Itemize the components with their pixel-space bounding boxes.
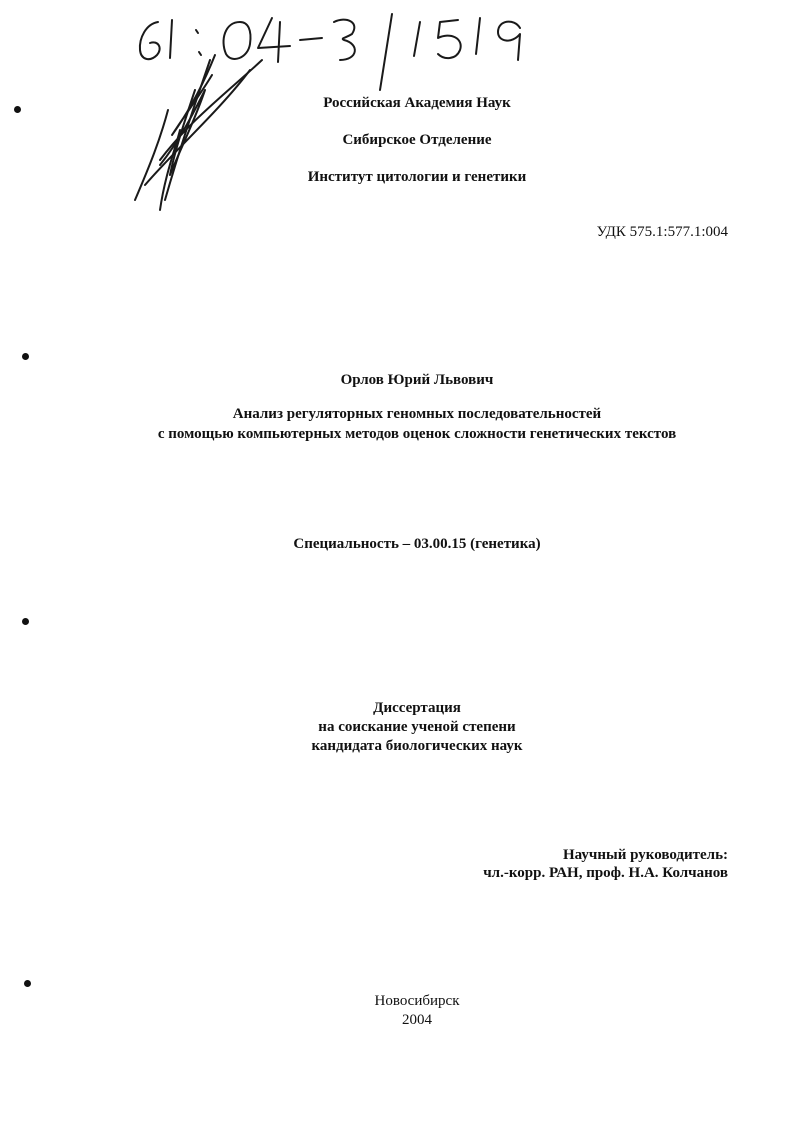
title-line-2: с помощью компьютерных методов оценок сложности генетических текстов — [157, 426, 677, 442]
supervisor-name: чл.-корр. РАН, проф. Н.А. Колчанов — [483, 865, 728, 881]
dissertation-label: Диссертация — [373, 700, 461, 716]
institute-name: Институт цитологии и генетики — [307, 169, 527, 185]
binding-dot — [22, 618, 29, 625]
supervisor-label: Научный руководитель: — [563, 847, 728, 863]
handwritten-catalog-number — [0, 0, 560, 230]
academy-name: Российская Академия Наук — [323, 95, 511, 111]
title-line-1: Анализ регуляторных геномных последовательностей — [232, 406, 602, 422]
degree-field: кандидата биологических наук — [311, 738, 523, 754]
specialty: Специальность – 03.00.15 (генетика) — [293, 536, 541, 552]
year: 2004 — [402, 1012, 432, 1028]
author-name: Орлов Юрий Львович — [340, 372, 494, 388]
udc-code: УДК 575.1:577.1:004 — [596, 224, 728, 240]
degree-line: на соискание ученой степени — [318, 719, 516, 735]
binding-dot — [24, 980, 31, 987]
branch-name: Сибирское Отделение — [342, 132, 492, 148]
city: Новосибирск — [374, 993, 460, 1009]
binding-dot — [22, 353, 29, 360]
